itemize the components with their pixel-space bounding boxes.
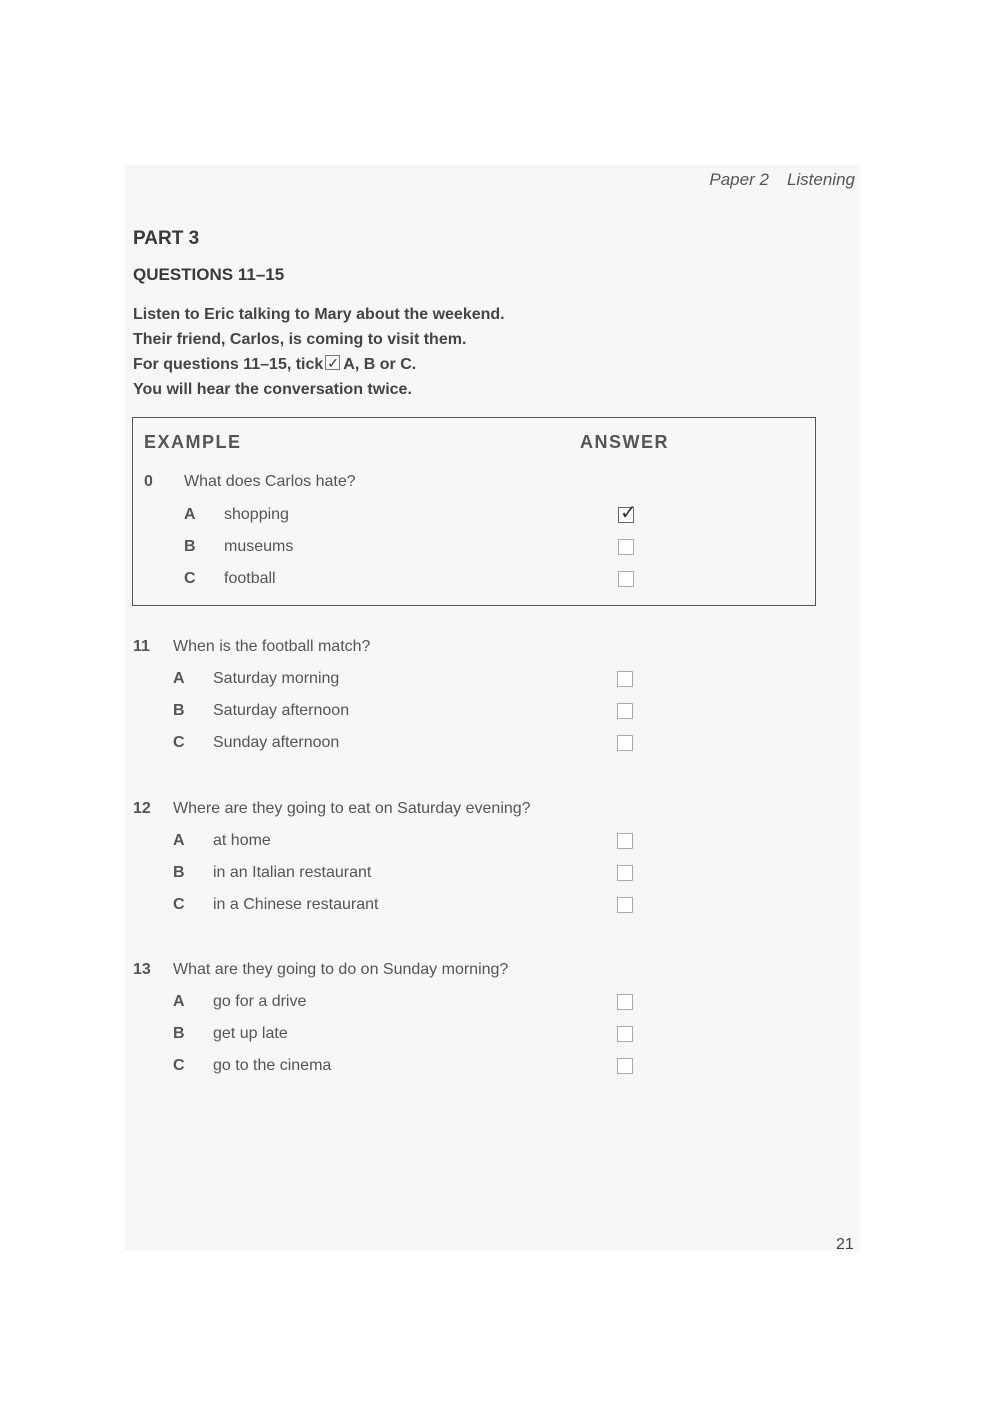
option-text: Sunday afternoon — [213, 734, 340, 751]
option-text: Saturday afternoon — [213, 702, 350, 719]
answer-checkbox[interactable] — [617, 703, 633, 719]
answer-checkbox[interactable] — [618, 539, 634, 555]
question-text: What are they going to do on Sunday morning? — [173, 961, 509, 978]
option-text: in a Chinese restaurant — [213, 896, 379, 913]
instructions — [133, 302, 505, 402]
option-letter: B — [173, 702, 185, 719]
option-letter: C — [173, 896, 185, 913]
answer-checkbox[interactable] — [617, 1058, 633, 1074]
instruction-line — [133, 352, 505, 377]
questions-range: QUESTIONS 11–15 — [133, 265, 285, 284]
part-title: PART 3 — [133, 228, 200, 249]
question-text: When is the football match? — [173, 638, 371, 655]
option-text: shopping — [224, 506, 289, 523]
answer-checkbox[interactable] — [617, 994, 633, 1010]
answer-label: ANSWER — [580, 432, 669, 452]
instruction-line: Listen to Eric talking to Mary about the weekend. — [133, 306, 505, 323]
instruction-line: You will hear the conversation twice. — [133, 381, 412, 398]
option-text: football — [224, 570, 276, 587]
option-letter: A — [173, 993, 185, 1010]
answer-checkbox[interactable] — [617, 671, 633, 687]
option-text: go for a drive — [213, 993, 307, 1010]
example-label: EXAMPLE — [144, 432, 242, 452]
answer-checkbox[interactable] — [617, 735, 633, 751]
header-paper: Paper 2 — [709, 170, 769, 189]
answer-checkbox[interactable] — [618, 571, 634, 587]
answer-checkbox[interactable] — [617, 833, 633, 849]
option-text: museums — [224, 538, 294, 555]
option-text: Saturday morning — [213, 670, 340, 687]
tick-box-icon — [325, 355, 340, 370]
option-letter: B — [173, 864, 185, 881]
answer-checkbox[interactable] — [617, 1026, 633, 1042]
instruction-text: A, B or C. — [343, 356, 417, 373]
instruction-line: Their friend, Carlos, is coming to visit them. — [133, 331, 467, 348]
option-letter: B — [173, 1025, 185, 1042]
answer-checkbox[interactable] — [617, 865, 633, 881]
example-box — [132, 417, 816, 606]
instruction-text: For questions 11–15, tick — [133, 356, 324, 373]
answer-checkbox-checked[interactable] — [618, 507, 634, 523]
page-header — [709, 170, 855, 190]
option-letter: A — [184, 506, 196, 523]
option-letter: C — [173, 734, 185, 751]
page-number: 21 — [836, 1236, 854, 1253]
question-number: 12 — [133, 800, 151, 817]
option-text: get up late — [213, 1025, 288, 1042]
option-text: go to the cinema — [213, 1057, 332, 1074]
option-letter: A — [173, 670, 185, 687]
option-letter: B — [184, 538, 196, 555]
option-letter: C — [173, 1057, 185, 1074]
question-number: 11 — [133, 638, 150, 655]
question-number: 13 — [133, 961, 151, 978]
question-number: 0 — [144, 473, 153, 490]
header-section: Listening — [786, 170, 855, 189]
option-letter: A — [173, 832, 185, 849]
question-text: What does Carlos hate? — [184, 473, 356, 490]
answer-checkbox[interactable] — [617, 897, 633, 913]
question-text: Where are they going to eat on Saturday evening? — [173, 800, 531, 817]
option-letter: C — [184, 570, 196, 587]
option-text: in an Italian restaurant — [213, 864, 372, 881]
option-text: at home — [213, 832, 271, 849]
